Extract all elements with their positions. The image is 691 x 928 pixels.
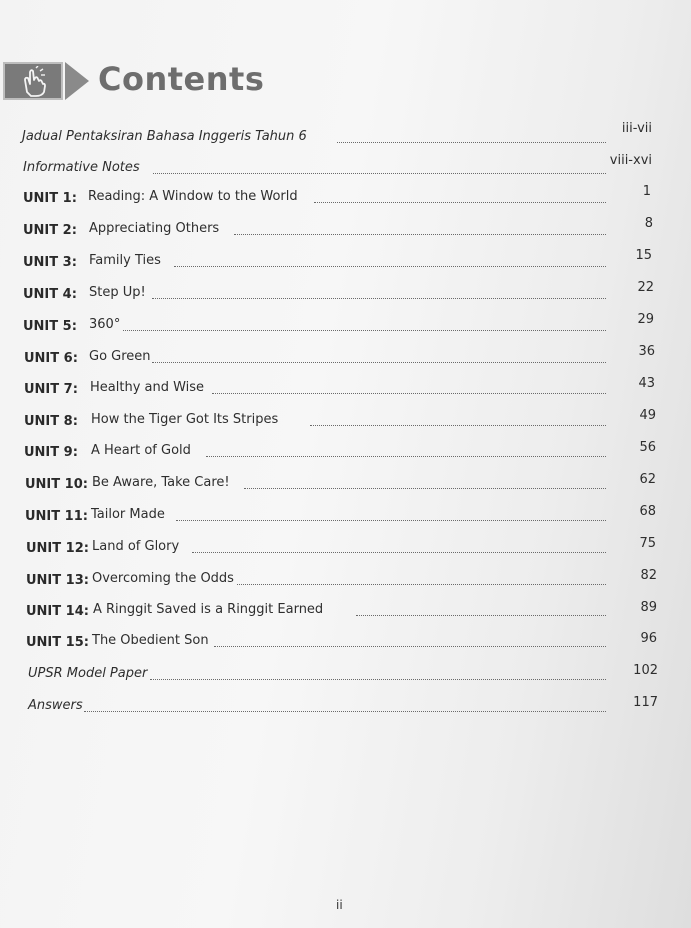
entry-title: Tailor Made [91, 507, 165, 522]
toc-entry [0, 184, 691, 211]
toc-entry [0, 504, 691, 529]
dot-leader [123, 330, 606, 331]
dot-leader [150, 679, 606, 680]
page-ref: 22 [637, 280, 654, 295]
page-ref: 56 [639, 440, 656, 455]
dot-leader [176, 520, 606, 521]
unit-label: UNIT 4: [23, 287, 77, 302]
unit-label: UNIT 2: [23, 223, 77, 238]
page-ref: 117 [633, 695, 658, 710]
dot-leader [152, 362, 606, 363]
dot-leader [212, 393, 606, 394]
dot-leader [214, 646, 606, 647]
toc-entry [0, 153, 691, 182]
unit-label: UNIT 9: [24, 445, 78, 460]
toc-entry [0, 472, 691, 497]
page-ref: 96 [640, 631, 657, 646]
page-ref: 1 [642, 184, 651, 199]
entry-title: A Heart of Gold [91, 443, 191, 458]
entry-title: 360° [89, 317, 121, 332]
page-ref: 102 [633, 663, 658, 678]
entry-title: Reading: A Window to the World [88, 189, 298, 204]
toc-entry [0, 376, 691, 402]
toc-entry [0, 248, 691, 275]
toc-entry [0, 121, 691, 151]
entry-title: Answers [28, 698, 83, 713]
header-icon-box [3, 62, 63, 100]
pointing-hand-icon [21, 66, 51, 98]
dot-leader [192, 552, 606, 553]
toc-entry [0, 568, 691, 593]
dot-leader [244, 488, 606, 489]
entry-title: Step Up! [89, 285, 146, 300]
toc-entry [0, 312, 691, 339]
entry-title: Informative Notes [23, 160, 140, 175]
toc-entry [0, 280, 691, 307]
unit-label: UNIT 14: [26, 604, 89, 619]
entry-title: The Obedient Son [92, 633, 209, 648]
page-number: ii [336, 898, 343, 912]
unit-label: UNIT 8: [24, 414, 78, 429]
header-arrow [65, 62, 89, 100]
dot-leader [84, 711, 606, 712]
page-ref: 15 [635, 248, 652, 263]
page-ref: 62 [639, 472, 656, 487]
unit-label: UNIT 12: [26, 541, 89, 556]
toc-entry [0, 633, 691, 655]
dot-leader [356, 615, 606, 616]
entry-title: Overcoming the Odds [92, 571, 234, 586]
dot-leader [237, 584, 606, 585]
page-ref: 29 [637, 312, 654, 327]
toc-entry [0, 408, 691, 434]
toc-entry [0, 602, 691, 624]
page-ref: 8 [644, 216, 653, 231]
unit-label: UNIT 10: [25, 477, 88, 492]
unit-label: UNIT 11: [25, 509, 88, 524]
toc-entry [0, 695, 691, 720]
unit-label: UNIT 5: [23, 319, 77, 334]
entry-title: UPSR Model Paper [28, 666, 148, 681]
page-ref: 43 [638, 376, 655, 391]
dot-leader [206, 456, 606, 457]
toc-entry [0, 216, 691, 243]
unit-label: UNIT 7: [24, 382, 78, 397]
entry-title: Jadual Pentaksiran Bahasa Inggeris Tahun 6 [22, 129, 307, 144]
unit-label: UNIT 3: [23, 255, 77, 270]
entry-title: How the Tiger Got Its Stripes [91, 412, 279, 427]
toc-entry [0, 663, 691, 688]
page-ref: 36 [638, 344, 655, 359]
dot-leader [152, 298, 606, 299]
dot-leader [234, 234, 606, 235]
entry-title: Land of Glory [92, 539, 180, 554]
page-ref: 75 [639, 536, 656, 551]
dot-leader [314, 202, 606, 203]
toc-entry [0, 536, 691, 561]
dot-leader [337, 142, 606, 143]
page-ref: 89 [640, 600, 657, 615]
dot-leader [174, 266, 606, 267]
dot-leader [310, 425, 606, 426]
unit-label: UNIT 1: [23, 191, 77, 206]
entry-title: Go Green [89, 349, 151, 364]
toc-entry [0, 344, 691, 371]
page-ref: 68 [639, 504, 656, 519]
page-ref: viii-xvi [609, 153, 652, 168]
page-ref: iii-vii [621, 121, 652, 136]
entry-title: A Ringgit Saved is a Ringgit Earned [93, 602, 324, 617]
page-ref: 49 [639, 408, 656, 423]
entry-title: Healthy and Wise [90, 380, 205, 395]
unit-label: UNIT 13: [26, 573, 89, 588]
page-title: Contents [98, 60, 265, 98]
page-ref: 82 [640, 568, 657, 583]
entry-title: Family Ties [89, 253, 161, 268]
dot-leader [153, 173, 606, 174]
entry-title: Appreciating Others [89, 221, 220, 236]
toc-entry [0, 440, 691, 465]
unit-label: UNIT 15: [26, 635, 89, 650]
entry-title: Be Aware, Take Care! [92, 475, 230, 490]
unit-label: UNIT 6: [24, 351, 78, 366]
contents-header [3, 62, 263, 102]
